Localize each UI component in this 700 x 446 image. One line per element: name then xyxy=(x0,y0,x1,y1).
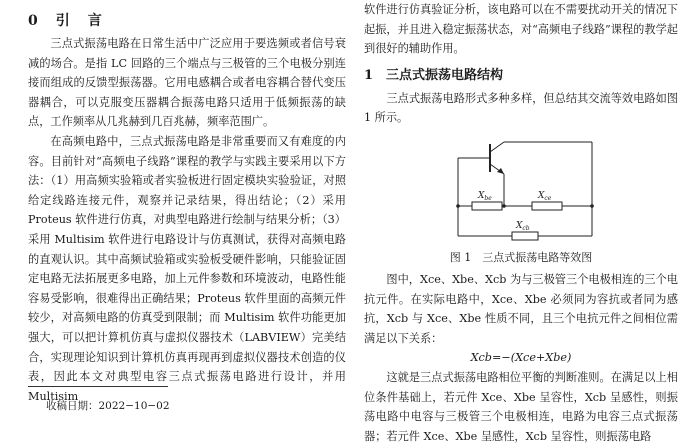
equivalent-circuit-diagram xyxy=(450,136,600,244)
phase-balance-formula: Xcb=−(Xce+Xbe) xyxy=(470,351,572,365)
label-xcb: $X_{cb}$ xyxy=(516,220,530,232)
figure-caption: 图 1 三点式振荡电路等效图 xyxy=(449,250,593,264)
xbe-reactance xyxy=(472,202,502,210)
right-column xyxy=(364,0,678,446)
label-xce: $X_{ce}$ xyxy=(538,190,552,202)
footnote-divider xyxy=(28,386,168,387)
xce-reactance xyxy=(532,202,562,210)
section-heading-circuit-structure: 1 三点式振荡电路结构 xyxy=(364,67,504,83)
section-heading-introduction: 0 引 言 xyxy=(28,13,104,29)
structure-paragraph-2: 图中，Xce、Xbe、Xcb 为与三极管三个电极相连的三个电抗元件。在实际电路中，Xce、Xbe 必须同为容抗或者同为感抗，Xcb 与 Xce、Xbe 性质不同，且三个电抗元件之间相位需满足以下关系： xyxy=(364,272,678,345)
continued-paragraph: 软件进行仿真验证分析，该电路可以在不需要扰动开关的情况下起振，并且进入稳定振荡状态，对“高频电子线路”课程的教学起到很好的辅助作用。 xyxy=(364,3,678,56)
emitter-arrow xyxy=(497,168,504,174)
intro-paragraph-1: 三点式振荡电路在日常生活中广泛应用于要选频或者信号衰减的场合。是指 LC 回路的三个端点与三极管的三个电极分别连接而组成的反馈型振荡器。它用电感耦合或者电容耦合替代变压器耦合，可以克服变压器耦合振荡电路只适用于低频振荡的缺点，工作频率从几兆赫到几百兆赫，频率范围广。 xyxy=(28,37,346,129)
label-xbe: $X_{be}$ xyxy=(478,190,492,202)
intro-paragraph-2: 在高频电路中，三点式振荡电路是非常重要而又有难度的内容。目前针对“高频电子线路”课程的教学与实践主要采用以下方法：（1）用高频实验箱或者实验板进行固定模块实验验证，对照给定线路连接元件，观察并记录结果，得出结论；（2）采用 Proteus 软件进行仿真，对典型电路进行绘制与结果分析；（3）采用 Multisim 软件进行电路设计与仿真测试，获得对高频电路的直观认识。其中高频试验箱或实验板受硬件影响，只能验证固定电路无法拓展更多电路，加上元件参数和环境波动，电路性能容易受影响，很难得出正确结果；Proteus 软件里面的高频元件较少，对高频电路的仿真受到限制；而 Multisim 软件功能更加强大，可以把计算机仿真与虚拟仪器技术（LABVIEW）完美结合，实现理论知识到计算机仿真再现再到虚拟仪器技术创造的仪表，因此本文对典型电容三点式振荡电路进行设计，并用 Multisim xyxy=(28,134,346,403)
xcb-reactance xyxy=(512,232,538,240)
structure-paragraph-3: 这就是三点式振荡电路相位平衡的判断准则。在满足以上相位条件基础上，若元件 Xce、Xbe 呈容性，Xcb 呈感性，则振荡电路中电容与三极管三个电极相连，电路为电容三点式振荡器；若元件 Xce、Xbe 呈感性，Xcb 呈容性，则振荡电路 xyxy=(364,370,678,443)
received-date-footnote: 收稿日期：2022−10−02 xyxy=(46,400,170,412)
structure-paragraph-1: 三点式振荡电路形式多种多样，但总结其交流等效电路如图 1 所示。 xyxy=(364,91,678,125)
figure-1 xyxy=(364,136,678,270)
left-column xyxy=(28,0,346,406)
